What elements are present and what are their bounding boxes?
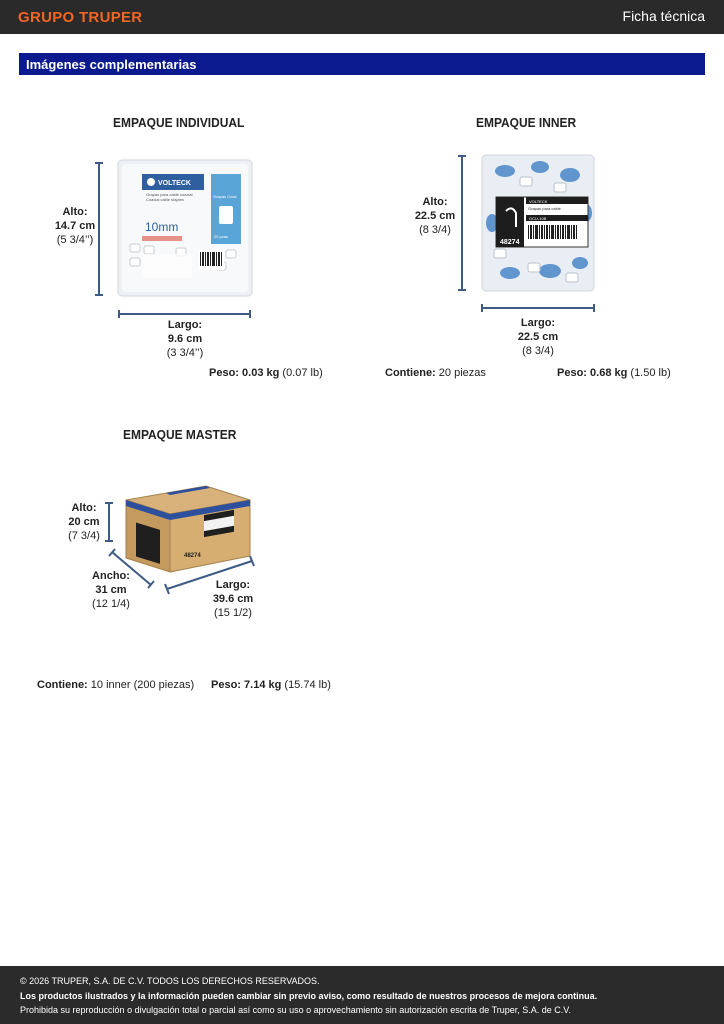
master-code-text: 48274 [184,553,201,559]
master-weight: Peso: 7.14 kg (15.74 lb) [211,679,331,691]
inner-package-title: EMPAQUE INNER [476,115,577,130]
svg-text:VOLTECK: VOLTECK [529,199,548,204]
footer-copyright: © 2026 TRUPER, S.A. DE C.V. TODOS LOS DERECHOS RESERVADOS. [20,976,320,986]
document-type: Ficha técnica [622,8,705,24]
inner-code-text: 48274 [500,239,520,246]
section-title: Imágenes complementarias [26,57,197,72]
footer-notice: Los productos ilustrados y la información pueden cambiar sin previo aviso, como resultado de nuestros procesos de mejora continua. [20,991,598,1001]
footer-prohibition: Prohibida su reproducción o divulgación total o parcial así como su uso o aprovechamiento sin autorización escrita de Truper, S.A. de C.V. [20,1005,571,1015]
inner-width-tick-left [481,304,483,312]
individual-brand-text: VOLTECK [158,180,191,187]
individual-height-label: Alto: 14.7 cm (5 3/4’’) [54,206,96,246]
section-header [19,53,705,75]
svg-text:20 pzas: 20 pzas [214,234,229,239]
individual-weight: Peso: 0.03 kg (0.07 lb) [209,367,323,379]
master-length-label: Largo: 39.6 cm (15 1/2) [212,579,254,619]
inner-width-tick-right [593,304,595,312]
individual-size-text: 10mm [145,220,179,234]
master-contents: Contiene: 10 inner (200 piezas) [37,679,195,691]
inner-height-tick-bottom [458,289,466,291]
master-height-label: Alto: 20 cm (7 3/4) [68,502,100,542]
individual-height-tick-bottom [95,294,103,296]
inner-height-label: Alto: 22.5 cm (8 3/4) [414,196,456,236]
inner-width-label: Largo: 22.5 cm (8 3/4) [517,317,559,357]
individual-width-tick-right [249,310,251,318]
inner-package-image [480,153,596,293]
svg-text:GCU-10B: GCU-10B [529,216,547,221]
svg-text:Grapas para cable coaxial: Grapas para cable coaxial [146,192,193,197]
svg-text:Grapas Coax: Grapas Coax [213,194,237,199]
inner-contents: Contiene: 20 piezas [385,367,486,379]
individual-package-title: EMPAQUE INDIVIDUAL [113,115,245,130]
inner-width-line [481,307,595,309]
svg-text:Grapas para cable: Grapas para cable [528,206,561,211]
inner-weight: Peso: 0.68 kg (1.50 lb) [557,367,671,379]
page-header [0,0,724,34]
brand-logo: GRUPO TRUPER [18,9,143,26]
individual-height-tick-top [95,162,103,164]
page-footer [0,966,724,1024]
individual-package-image [116,158,254,298]
master-package-title: EMPAQUE MASTER [123,427,237,442]
individual-width-tick-left [118,310,120,318]
inner-height-tick-top [458,155,466,157]
individual-width-label: Largo: 9.6 cm (3 3/4’’) [166,319,204,359]
master-depth-label: Ancho: 31 cm (12 1/4) [92,570,130,610]
svg-text:Coaxial cable staples: Coaxial cable staples [146,197,184,202]
individual-width-line [118,313,251,315]
